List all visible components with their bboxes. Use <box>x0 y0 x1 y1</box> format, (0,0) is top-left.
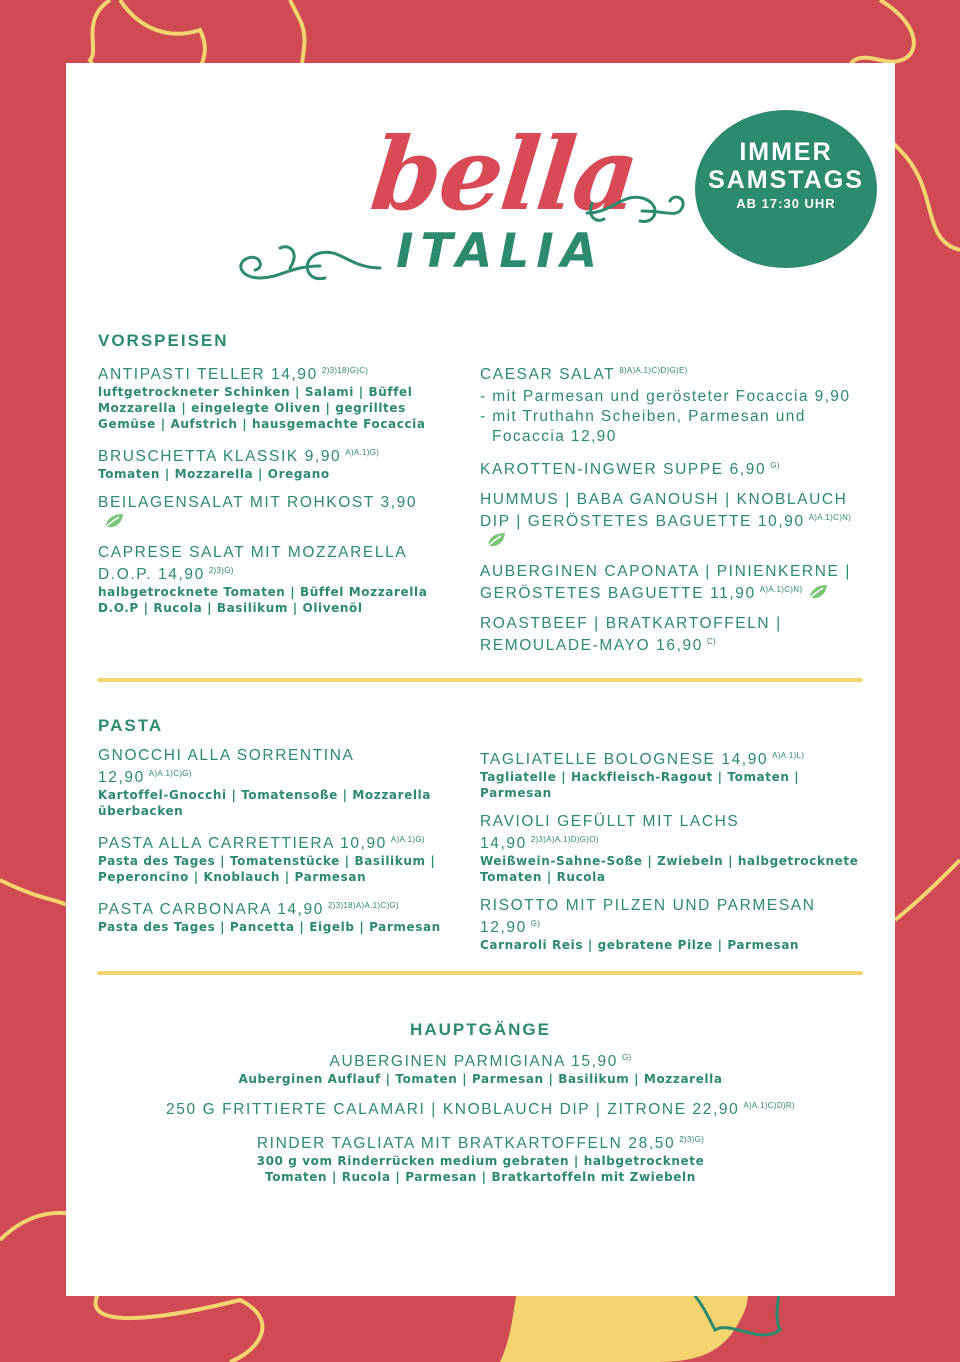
spaghetti-left <box>0 880 66 905</box>
menu-item <box>480 615 860 655</box>
allergen-codes: A)A.1)C)N) <box>759 585 803 594</box>
vegan-leaf-icon <box>485 531 507 549</box>
allergen-codes: A)A.1)G) <box>390 835 425 844</box>
allergen-codes: 2)3)18)A)A.1)C)G) <box>328 901 399 910</box>
section-divider <box>97 971 863 975</box>
item-name: ROASTBEEF | BRATKARTOFFELN | REMOULADE-MAYO 16,90 $^{C)}$ <box>480 615 782 654</box>
item-option: - mit Truthahn Scheiben, Parmesan und <box>480 408 806 425</box>
item-name: ANTIPASTI TELLER 14,90 $^{2)3)18)G)C)}$ <box>98 366 369 383</box>
bella-italia-logo <box>230 115 643 298</box>
item-name: TAGLIATELLE BOLOGNESE 14,90 $^{A)A.1)L)}$ <box>480 751 805 768</box>
allergen-codes: A)A.1)L) <box>772 751 805 760</box>
allergen-codes: 2)3)G) <box>208 566 234 575</box>
item-name: CAESAR SALAT $^{8)A)A.1)C)D)G)E)}$ <box>480 366 688 383</box>
menu-item <box>98 747 443 819</box>
menu-item <box>98 831 443 885</box>
menu-item <box>98 444 443 482</box>
vorspeisen-left-column <box>98 362 443 628</box>
item-description: Weißwein-Sahne-Soße | Zwiebeln | halbgetrocknete Tomaten | Rucola <box>480 854 859 884</box>
allergen-codes: C) <box>706 637 716 646</box>
logo-word-italia: ITALIA <box>396 224 605 279</box>
item-name: AUBERGINEN CAPONATA | PINIENKERNE | GERÖSTETES BAGUETTE 11,90 $^{A)A.1)C)N)}$ <box>480 563 851 602</box>
vegan-leaf-icon <box>807 583 829 601</box>
menu-item <box>98 494 443 532</box>
badge-line-2: SAMSTAGS <box>708 166 864 194</box>
menu-item <box>66 1131 895 1185</box>
pasta-right-column <box>480 747 860 965</box>
item-name: GNOCCHI ALLA SORRENTINA 12,90 $^{A)A.1)C)G)}$ <box>98 747 354 786</box>
item-name: BEILAGENSALAT MIT ROHKOST 3,90 <box>98 494 443 532</box>
menu-item <box>98 544 443 616</box>
item-name: CAPRESE SALAT MIT MOZZARELLA D.O.P. 14,90 $^{2)3)G)}$ <box>98 544 407 583</box>
swirl-ornament-left <box>230 238 390 298</box>
item-description: Tagliatelle | Hackfleisch-Ragout | Tomaten | Parmesan <box>480 770 800 800</box>
menu-item <box>480 362 860 447</box>
vegan-leaf-icon <box>103 512 125 530</box>
menu-item <box>480 491 860 551</box>
item-description: 300 g vom Rinderrücken medium gebraten | halbgetrocknete Tomaten | Rucola | Parmesan | Bratkartoffeln mit Zwiebeln <box>256 1154 705 1184</box>
hauptgaenge-list <box>66 1049 895 1195</box>
allergen-codes: A)A.1)C)G) <box>148 769 192 778</box>
item-description: Kartoffel-Gnocchi | Tomatensoße | Mozzarella überbacken <box>98 788 432 818</box>
section-divider <box>97 678 863 682</box>
allergen-codes: 8)A)A.1)C)D)G)E) <box>619 366 688 375</box>
allergen-codes: 2)3)A)A.1)D)G)O) <box>530 835 599 844</box>
item-name: PASTA CARBONARA 14,90 $^{2)3)18)A)A.1)C)G)}$ <box>98 901 399 918</box>
menu-item <box>66 1049 895 1087</box>
section-title-pasta: PASTA <box>98 716 164 735</box>
allergen-codes: A)A.1)C)D)R) <box>743 1101 795 1110</box>
badge-line-1: IMMER <box>739 138 833 166</box>
allergen-codes: G) <box>770 461 780 470</box>
spaghetti-right <box>895 860 960 920</box>
item-name: RISOTTO MIT PILZEN UND PARMESAN 12,90 $^{G)}$ <box>480 897 816 936</box>
logo-word-bella: bella <box>365 115 643 233</box>
item-description: luftgetrockneter Schinken | Salami | Büffel Mozzarella | eingelegte Oliven | gegrilltes Gemüse | Aufstrich | hausgemachte Focaccia <box>98 385 426 431</box>
item-name: 250 G FRITTIERTE CALAMARI | KNOBLAUCH DIP | ZITRONE 22,90 $^{A)A.1)C)D)R)}$ <box>166 1101 795 1118</box>
item-name: RINDER TAGLIATA MIT BRATKARTOFFELN 28,50 $^{2)3)G)}$ <box>256 1135 705 1152</box>
item-name: BRUSCHETTA KLASSIK 9,90 $^{A)A.1)G)}$ <box>98 448 380 465</box>
schedule-badge <box>695 110 877 268</box>
item-description: halbgetrocknete Tomaten | Büffel Mozzarella D.O.P | Rucola | Basilikum | Olivenöl <box>98 585 428 615</box>
menu-item <box>98 897 443 935</box>
allergen-codes: G) <box>530 919 541 928</box>
item-option: Focaccia 12,90 <box>492 428 617 445</box>
vorspeisen-right-column <box>480 362 860 667</box>
item-name: AUBERGINEN PARMIGIANA 15,90 $^{G)}$ <box>329 1053 632 1070</box>
item-description: Auberginen Auflauf | Tomaten | Parmesan | Basilikum | Mozzarella <box>238 1072 723 1086</box>
menu-item <box>480 457 860 479</box>
allergen-codes: 2)3)18)G)C) <box>321 366 369 375</box>
allergen-codes: A)A.1)C)N) <box>808 513 852 522</box>
item-name: RAVIOLI GEFÜLLT MIT LACHS 14,90 $^{2)3)A)A.1)D)G)O)}$ <box>480 813 740 852</box>
item-name: PASTA ALLA CARRETTIERA 10,90 $^{A)A.1)G)}$ <box>98 835 425 852</box>
item-description: Tomaten | Mozzarella | Oregano <box>98 467 330 481</box>
item-name: HUMMUS | BABA GANOUSH | KNOBLAUCH DIP | GERÖSTETES BAGUETTE 10,90 $^{A)A.1)C)N)}$ <box>480 491 860 551</box>
item-description: Carnaroli Reis | gebratene Pilze | Parmesan <box>480 938 800 952</box>
allergen-codes: A)A.1)G) <box>345 448 380 457</box>
swirl-ornament-right <box>582 183 692 233</box>
allergen-codes: G) <box>621 1053 632 1062</box>
item-description: Pasta des Tages | Tomatenstücke | Basilikum | Peperoncino | Knoblauch | Parmesan <box>98 854 436 884</box>
item-name: KAROTTEN-INGWER SUPPE 6,90 $^{G)}$ <box>480 461 780 478</box>
badge-line-3: AB 17:30 UHR <box>736 196 836 211</box>
menu-item <box>480 813 860 885</box>
item-description: Pasta des Tages | Pancetta | Eigelb | Parmesan <box>98 920 441 934</box>
menu-item <box>480 747 860 801</box>
allergen-codes: 2)3)G) <box>679 1135 705 1144</box>
item-option: - mit Parmesan und gerösteter Focaccia 9,90 <box>480 388 851 405</box>
menu-item <box>66 1097 895 1119</box>
menu-item <box>480 563 860 603</box>
pasta-left-column <box>98 747 443 947</box>
section-title-hauptgaenge: HAUPTGÄNGE <box>410 1020 551 1039</box>
menu-item <box>480 897 860 953</box>
menu-item <box>98 362 443 432</box>
section-title-vorspeisen: VORSPEISEN <box>98 331 229 350</box>
